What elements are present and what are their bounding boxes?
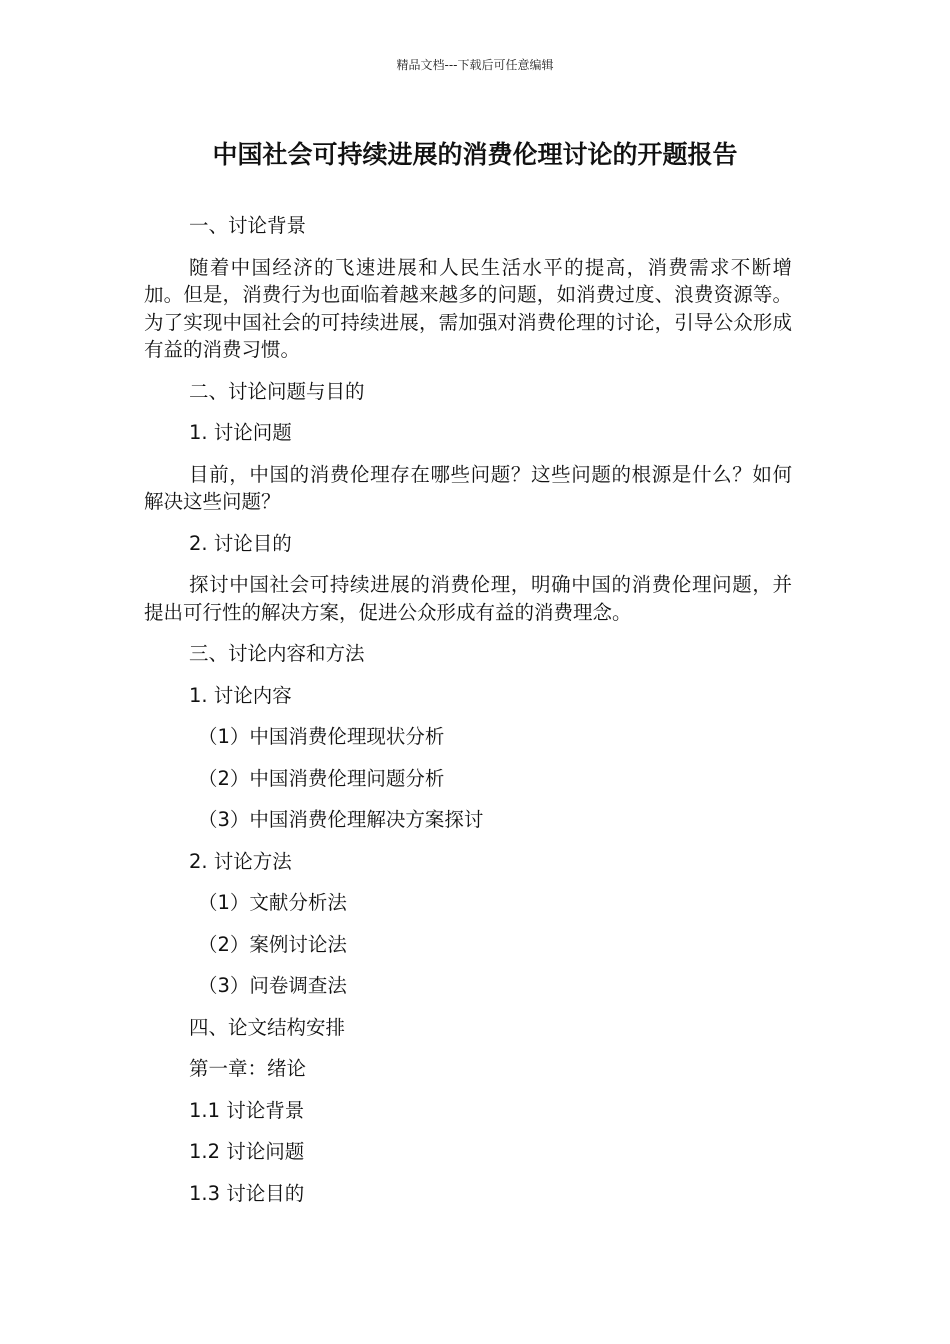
content-item: （1）中国消费伦理现状分析 <box>198 725 445 748</box>
subheading-content: 1. 讨论内容 <box>189 683 292 707</box>
header-note: 精品文档---下载后可任意编辑 <box>396 58 554 72</box>
method-item: （1）文献分析法 <box>198 891 347 914</box>
subheading-methods: 2. 讨论方法 <box>189 849 292 873</box>
section-heading-background: 一、讨论背景 <box>189 214 307 237</box>
section-heading-questions-goals: 二、讨论问题与目的 <box>189 379 365 403</box>
document-title: 中国社会可持续进展的消费伦理讨论的开题报告 <box>212 140 738 169</box>
chapter-one-heading: 第一章：绪论 <box>189 1057 307 1080</box>
background-paragraph: 随着中国经济的飞速进展和人民生活水平的提高，消费需求不断增加。但是，消费行为也面临着越来越多的问题，如消费过度、浪费资源等。为了实现中国社会的可持续进展，需加强对消费伦理的讨论，引导公众形成有益的消费习惯。 <box>144 255 792 361</box>
subheading-questions: 1. 讨论问题 <box>189 421 292 444</box>
section-heading-structure: 四、论文结构安排 <box>189 1015 346 1039</box>
subheading-goals: 2. 讨论目的 <box>189 531 292 555</box>
content-item: （2）中国消费伦理问题分析 <box>198 766 445 790</box>
method-item: （3）问卷调查法 <box>198 974 347 997</box>
structure-line: 1.3 讨论目的 <box>189 1181 305 1205</box>
structure-line: 1.1 讨论背景 <box>189 1098 305 1122</box>
section-heading-content-methods: 三、讨论内容和方法 <box>189 642 365 665</box>
method-item: （2）案例讨论法 <box>198 932 347 956</box>
document-body <box>144 212 792 1221</box>
content-item: （3）中国消费伦理解决方案探讨 <box>198 808 484 831</box>
goals-paragraph: 探讨中国社会可持续进展的消费伦理，明确中国的消费伦理问题，并提出可行性的解决方案，促进公众形成有益的消费理念。 <box>144 573 792 624</box>
questions-paragraph: 目前，中国的消费伦理存在哪些问题？这些问题的根源是什么？如何解决这些问题？ <box>144 462 792 513</box>
structure-line: 1.2 讨论问题 <box>189 1140 305 1163</box>
